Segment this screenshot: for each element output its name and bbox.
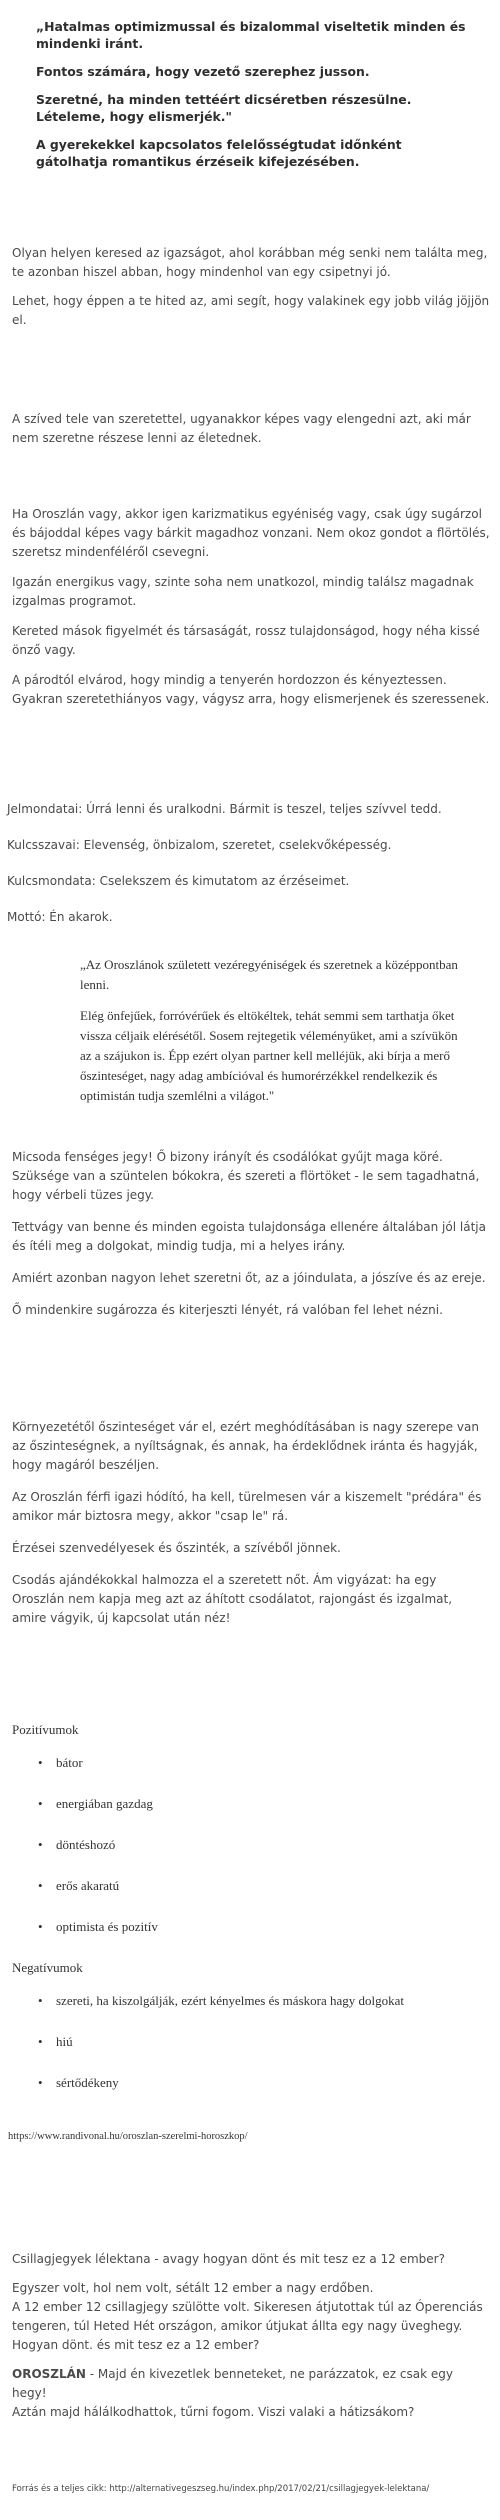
psychology-section [12, 2250, 490, 2432]
paragraph: Érzései szenvedélyesek és őszinték, a szívéből jönnek. [12, 1541, 341, 1555]
paragraph: A 12 ember 12 csillagjegy szülötte volt. Sikeresen átjutottak túl az Óperenciás tengeren, túl Heted Hét országon, amikor útjukat állta egy nagy üveghegy. [12, 2300, 483, 2333]
traits-section [12, 1720, 490, 2114]
paragraph: Ha Oroszlán vagy, akkor igen karizmatikus egyéniség vagy, csak úgy sugárzol és bájoddal képes vagy bárkit magadhoz vonzani. Nem okoz gondot a flörtölés, szeretsz mindenféléről csevegni. [12, 507, 490, 559]
paragraph: Kereted mások figyelmét és társaságát, rossz tulajdonságod, hogy néha kissé önző vagy. [12, 624, 480, 657]
quote-line: „Hatalmas optimizmussal és bizalommal viseltetik minden és mindenki iránt. [36, 19, 466, 51]
paragraph [12, 2279, 490, 2298]
paragraph: Igazán energikus vagy, szinte soha nem unatkozol, mindig találsz magadnak izgalmas programot. [12, 575, 474, 608]
seduction-section [12, 1418, 490, 1641]
paragraph: Ő mindenkire sugározza és kiterjeszti lényét, rá valóban fel lehet nézni. [12, 1303, 443, 1317]
list-item: • szereti, ha kiszolgálják, ezért kényelmes és máskora hagy dolgokat [38, 1991, 490, 2010]
motto-line: Mottó: Én akarok. [7, 910, 113, 924]
paragraph: Csodás ajándékokkal halmozza el a szeretett nőt. Ám vigyázat: ha egy Oroszlán nem kapja meg azt az áhított csodálatot, rajongást és izgalmat, amire vágyik, új kapcsolat után néz! [12, 1573, 453, 1625]
paragraph: Lehet, hogy éppen a te hited az, ami segít, hogy valakinek egy jobb világ jöjjön el. [12, 294, 490, 327]
quote-paragraph: Elég önfejűek, forróvérűek és eltökéltek, tehát semmi sem tarthatja őket vissza céljaik elérésétől. Sosem rejtegetik véleményüket, ami a szívükön az a szájukon is. Épp ezért olyan partner kell melléjük, aki bírja a merő őszinteséget, nagy adag ambícióval és humorérzékkel rendelkezik és optimistán tudja szemlélni a világot." [80, 1008, 458, 1103]
motto-line: Kulcsmondata: Cselekszem és kimutatom az érzéseimet. [7, 874, 350, 888]
line: Egyszer volt, hol nem volt, sétált 12 ember a nagy erdőben. [12, 2281, 374, 2295]
sign-name: OROSZLÁN [12, 2367, 86, 2381]
source-link[interactable]: https://www.randivonal.hu/oroszlan-szerelmi-horoszkop/ [8, 2131, 248, 2142]
paragraph: A párodtól elvárod, hogy mindig a tenyerén hordozzon és kényeztessen. Gyakran szeretethiányos vagy, vágysz arra, hogy elismerjenek és szeressenek. [12, 673, 490, 706]
lion-section [12, 505, 490, 720]
intro-section [12, 244, 490, 340]
paragraph: Amiért azonban nagyon lehet szeretni őt, az a jóindulata, a jószíve és az ereje. [12, 1271, 486, 1285]
quote-line: Szeretné, ha minden tettéért dicséretben részesülne. Lételeme, hogy elismerjék." [36, 92, 412, 124]
intro-section-2 [12, 410, 490, 448]
paragraph [12, 2365, 490, 2403]
paragraph: Hogyan dönt. és mit tesz ez a 12 ember? [12, 2338, 260, 2352]
list-item: • bátor [38, 1753, 490, 1772]
positives-list [12, 1753, 490, 1936]
list-item: • optimista és pozitív [38, 1917, 490, 1936]
positives-heading: Pozitívumok [12, 1722, 79, 1737]
negatives-heading: Negatívumok [12, 1960, 83, 1975]
paragraph: Környezetétől őszinteséget vár el, ezért meghódításában is nagy szerepe van az őszinteségnek, a nyíltságnak, és annak, ha érdeklődnek iránta és hagyják, hogy magáról beszéljen. [12, 1420, 479, 1472]
blockquote [80, 955, 470, 1117]
list-item: • sértődékeny [38, 2073, 490, 2092]
paragraph: Csillagjegyek lélektana - avagy hogyan dönt és mit tesz ez a 12 ember? [12, 2252, 445, 2266]
paragraph: Az Oroszlán férfi igazi hódító, ha kell, türelmesen vár a kiszemelt "prédára" és amikor már biztosra megy, akkor "csap le" rá. [12, 1490, 482, 1523]
quote-paragraph: „Az Oroszlánok született vezéregyéniségek és szeretnek a középpontban lenni. [80, 957, 458, 992]
top-quote [36, 18, 476, 181]
quote-line: Fontos számára, hogy vezető szerephez jusson. [36, 64, 370, 79]
list-item: • erős akaratú [38, 1876, 490, 1895]
sign-text: - Majd én kivezetlek benneteket, ne parázzatok, ez csak egy hegy! [12, 2367, 453, 2400]
motto-line: Jelmondatai: Úrrá lenni és uralkodni. Bármit is teszel, teljes szívvel tedd. [7, 802, 442, 816]
paragraph: Tettvágy van benne és minden egoista tulajdonsága ellenére általában jól látja és ítéli meg a dolgokat, mindig tudja, mi a helyes irány. [12, 1220, 486, 1253]
motto-line: Kulcsszavai: Elevenség, önbizalom, szeretet, cselekvőképesség. [7, 838, 392, 852]
paragraph: Olyan helyen keresed az igazságot, ahol korábban még senki nem találta meg, te azonban hiszel abban, hogy mindenhol van egy csipetnyi jó. [12, 246, 488, 279]
negatives-list [12, 1991, 490, 2092]
motto-section [7, 800, 490, 944]
quote-line: A gyerekekkel kapcsolatos felelősségtudat időnként gátolhatja romantikus érzéseik kifejezésében. [36, 137, 402, 169]
list-item: • döntéshozó [38, 1835, 490, 1854]
list-item: • hiú [38, 2032, 490, 2051]
list-item: • energiában gazdag [38, 1794, 490, 1813]
majesty-section [12, 1148, 490, 1333]
paragraph: Aztán majd hálálkodhattok, tűrni fogom. Viszi valaki a hátizsákom? [12, 2405, 415, 2419]
paragraph: A szíved tele van szeretettel, ugyanakkor képes vagy elengedni azt, aki már nem szeretne részese lenni az életednek. [12, 412, 471, 445]
source-note[interactable]: Forrás és a teljes cikk: http://alternativegeszseg.hu/index.php/2017/02/21/csillagjegyek-lelektana/ [12, 2484, 430, 2494]
paragraph: Micsoda fenséges jegy! Ő bizony irányít és csodálókat gyűjt maga köré. Szüksége van a szüntelen bókokra, és szereti a flörtöket - le sem tagadhatná, hogy vérbeli tüzes jegy. [12, 1150, 480, 1202]
